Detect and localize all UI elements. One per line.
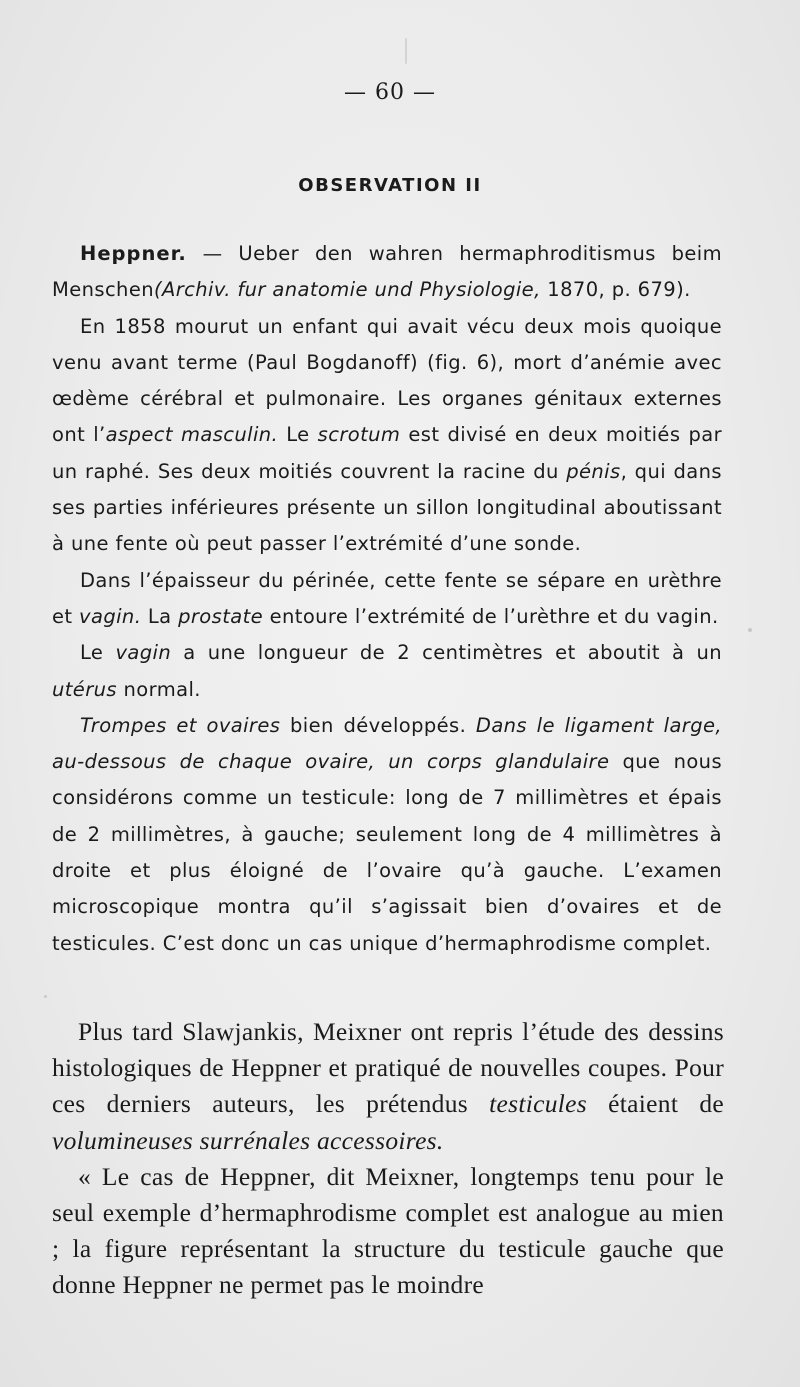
observation-paragraph-ovaires — [52, 708, 722, 962]
italic-term: pénis — [566, 459, 621, 483]
commentary-body — [52, 1014, 724, 1304]
italic-term: utérus — [52, 677, 117, 701]
text-run: , qui dans ses parties inférieures présente un sillon longitudinal aboutissant à une fente où peut passer l’extrémité d’une sonde. — [52, 459, 722, 556]
text-run: entoure l’extrémité de l’urèthre et du vagin. — [263, 604, 719, 628]
section-heading: OBSERVATION II — [298, 175, 482, 196]
text-run: a une longueur de 2 centimètres et aboutit à un — [171, 641, 723, 665]
text-run: La — [141, 604, 179, 628]
italic-term: prostate — [178, 604, 264, 628]
page-number: — 60 — — [344, 80, 436, 105]
text-run: « Le cas de Heppner, dit Meixner, longtemps tenu pour le seul exemple d’hermaphrodisme complet est analogue au mien ; la figure représentant la structure du testicule gauche que donne Heppner ne permet pas le moindre — [52, 1161, 724, 1300]
italic-term: vagin — [115, 641, 172, 665]
text-run: Dans l’épaisseur du périnée, cette fente se sépare en urèthre et — [52, 568, 722, 628]
text-run: étaient de — [587, 1089, 725, 1119]
text-run: normal. — [116, 677, 201, 701]
text-run: Plus tard Slawjankis, Meixner ont repris l’étude des dessins histologiques de Heppner et pratiqué de nouvelles coupes. Pour ces derniers auteurs, les prétendus — [52, 1017, 724, 1119]
italic-term: scrotum — [317, 423, 401, 447]
paper-speck — [44, 995, 47, 998]
italic-term: Trompes et ovaires — [80, 713, 281, 737]
text-run: bien développés. — [280, 713, 476, 737]
observation-paragraph-source — [52, 236, 722, 309]
commentary-paragraph-1 — [52, 1014, 724, 1159]
observation-paragraph-perinee — [52, 563, 722, 636]
text-run: — Ueber den wahren hermaphroditismus beim Menschen — [52, 242, 722, 302]
text-run: est divisé en deux moitiés par un raphé. Ses deux moitiés couvrent la racine du — [52, 423, 723, 483]
paper-speck — [405, 38, 407, 64]
observation-paragraph-case — [52, 309, 722, 563]
italic-term: testicules — [489, 1089, 588, 1119]
italic-term: Dans le ligament large, au-dessous de chaque ovaire, un corps glandulaire — [52, 713, 722, 774]
italic-term: vagin. — [79, 604, 142, 628]
text-run: En 1858 mourut un enfant qui avait vécu deux mois quoique venu avant terme (Paul Bogdanoff) (fig. 6), mort d’anémie avec œdème cérébral et pulmonaire. Les organes génitaux externes ont l’ — [52, 314, 722, 447]
text-run: Le — [278, 423, 318, 447]
text-run: que nous considérons comme un testicule: long de 7 millimètres et épais de 2 millimètres, à gauche; seulement long de 4 millimètres à droite et plus éloigné de l’ovaire qu’à gauche. L’examen microscopique montra qu’il s’agissait bien d’ovaires et de testicules. C’est donc un cas unique d’hermaphrodisme complet. — [52, 750, 723, 955]
text-run: 1870, p. 679). — [540, 278, 691, 302]
text-run: Le — [80, 641, 116, 665]
italic-term: aspect masculin. — [105, 423, 279, 447]
commentary-paragraph-2 — [52, 1159, 724, 1304]
citation: (Archiv. fur anatomie und Physiologie, — [153, 278, 541, 302]
author-name: Heppner. — [80, 242, 187, 265]
italic-term: volumineuses surrénales accessoires. — [52, 1125, 444, 1155]
paper-speck — [748, 628, 752, 632]
observation-paragraph-vagin — [52, 635, 722, 708]
observation-body — [52, 236, 722, 962]
